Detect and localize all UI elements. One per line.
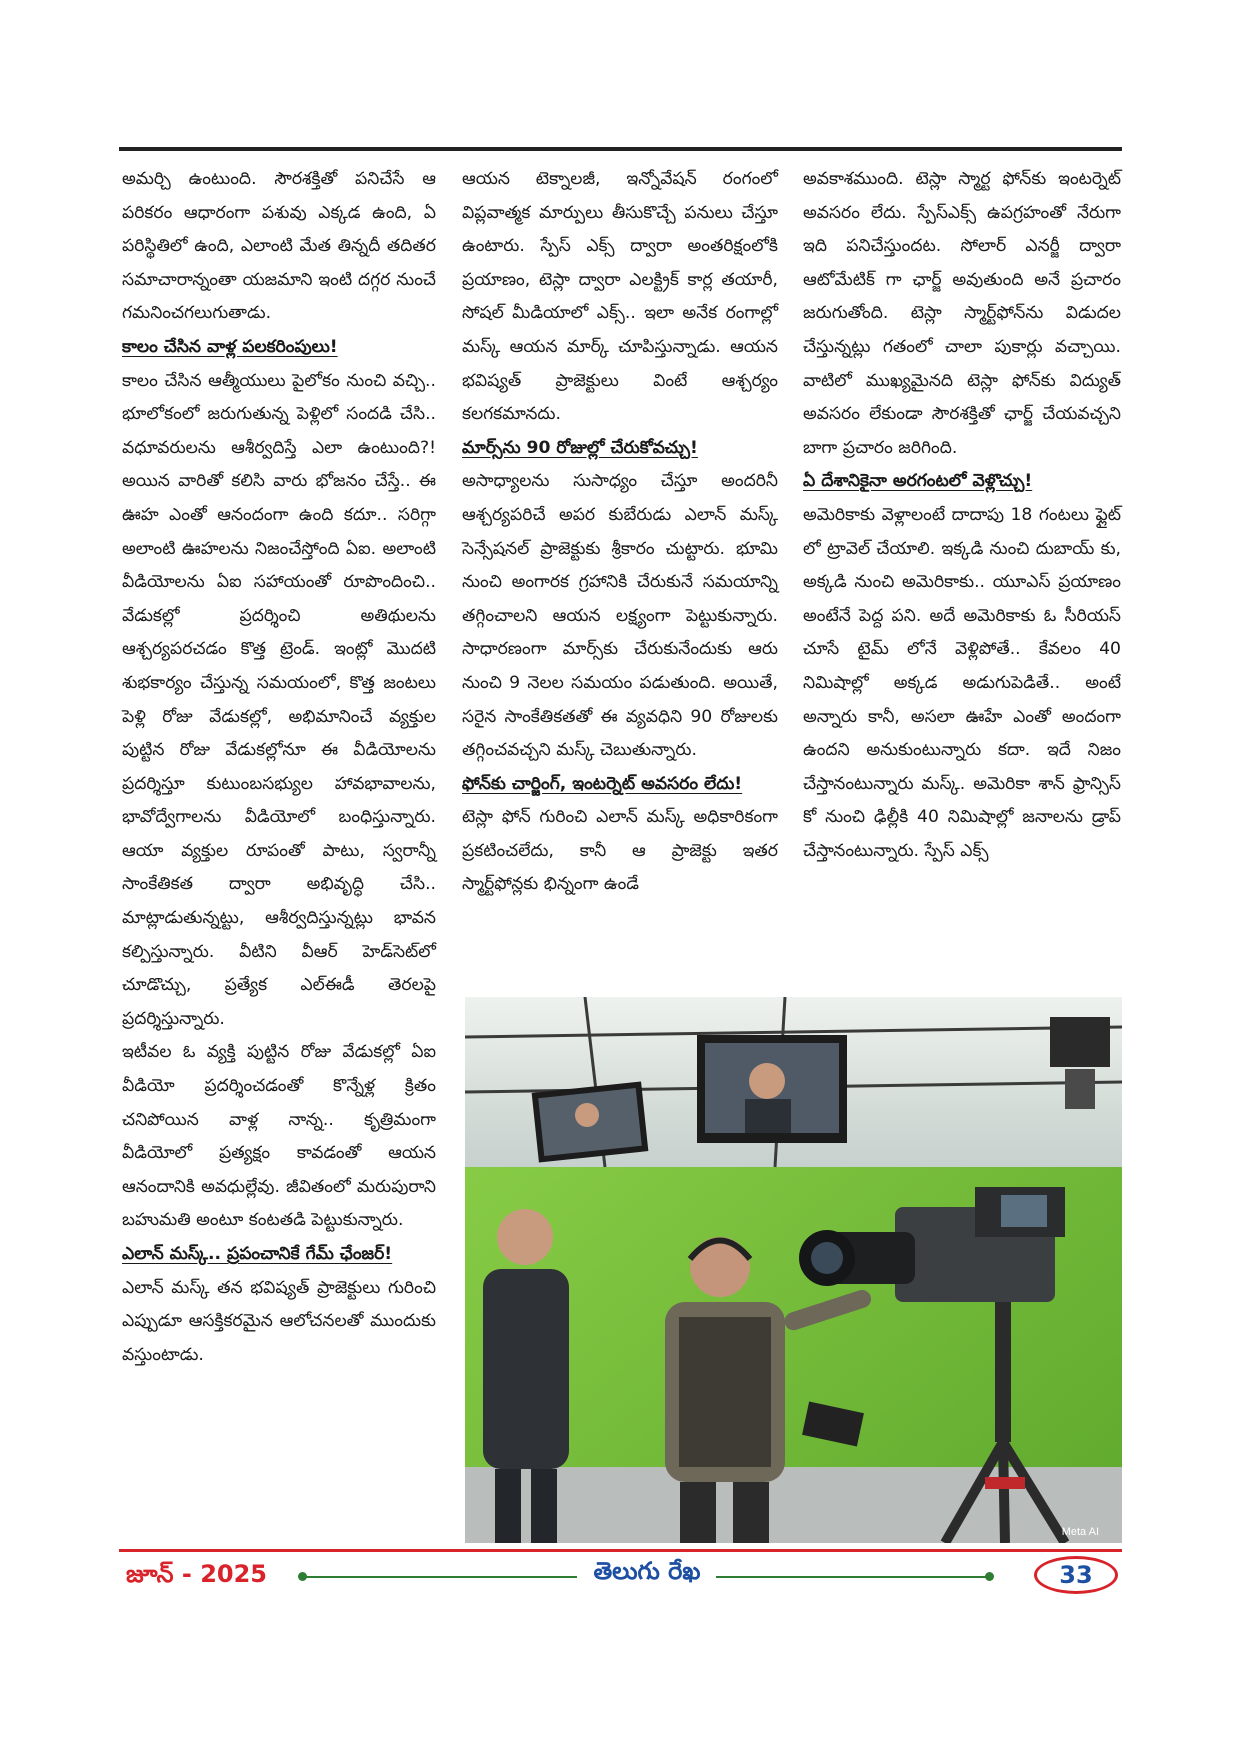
section-heading: కాలం చేసిన వాళ్ల పలకరింపులు! [122,336,338,357]
page-number: 33 [1034,1556,1118,1594]
paragraph: ఆయన టెక్నాలజీ, ఇన్నోవేషన్ రంగంలో విప్లవాత్మక మార్పులు తీసుకొచ్చే పనులు చేస్తూ ఉంటారు. స్పేస్ ఎక్స్ ద్వారా అంతరిక్షంలోకి ప్రయాణం, టెస్లా ద్వారా ఎలక్ట్రిక్ కార్ల తయారీ, సోషల్ మీడియాలో ఎక్స్.. ఇలా అనేక రంగాల్లో మస్క్ ఆయన మార్క్ చూపిస్తున్నాడు. ఆయన భవిష్యత్ ప్రాజెక్టులు వింటే ఆశ్చర్యం కలగకమానదు. [462,169,778,425]
studio-photo [465,997,1122,1543]
paragraph: అమెరికాకు వెళ్లాలంటే దాదాపు 18 గంటలు ఫ్లైట్ లో ట్రావెల్ చేయాలి. ఇక్కడి నుంచి దుబాయ్ కు, అక్కడి నుంచి అమెరికాకు.. యూఎస్ ప్రయాణం అంటేనే పెద్ద పని. అదే అమెరికాకు ఓ సీరియస్ చూసే టైమ్ లోనే వెళ్లిపోతే.. కేవలం 40 నిమిషాల్లో అక్కడ అడుగుపెడితే.. అంటే అన్నారు కానీ, అసలా ఊహే ఎంతో అందంగా ఉందని అనుకుంటున్నారు కదా. ఇదే నిజం చేస్తానంటున్నారు మస్క్. అమెరికా శాన్ ఫ్రాన్సిస్ కో నుంచి ఢిల్లీకి 40 నిమిషాల్లో జనాలను డ్రాప్ చేస్తానంటున్నారు. స్పేస్ ఎక్స్ [803,504,1121,861]
footer-ornament [985,1572,994,1581]
magazine-title: తెలుగు రేఖ [593,1557,701,1585]
article-column-1 [122,163,436,1372]
watermark: Meta AI [1061,1526,1099,1538]
paragraph: టెస్లా ఫోన్ గురించి ఎలాన్ మస్క్ అధికారికంగా ప్రకటించలేదు, కానీ ఆ ప్రాజెక్టు ఇతర స్మార్ట్‌ఫోన్లకు భిన్నంగా ఉండే [462,807,778,895]
section-heading: ఫోన్‌కు చార్జింగ్, ఇంటర్నెట్ అవసరం లేదు! [462,773,743,794]
article-column-2 [462,163,778,902]
footer-line-left [305,1576,577,1578]
monitor-small [532,1081,649,1162]
top-rule [119,147,1122,151]
paragraph: అవకాశముంది. టెస్లా స్మార్ట ఫోన్‌కు ఇంటర్నెట్ అవసరం లేదు. స్పేస్‌ఎక్స్ ఉపగ్రహంతో నేరుగా ఇది పనిచేస్తుందట. సోలార్ ఎనర్జీ ద్వారా ఆటోమేటిక్ గా ఛార్జ్ అవుతుంది అనే ప్రచారం జరుగుతోంది. టెస్లా స్మార్ట్‌ఫోన్‌ను విడుదల చేస్తున్నట్లు గతంలో చాలా పుకార్లు వచ్చాయి. వాటిలో ముఖ్యమైనది టెస్లా ఫోన్‌కు విద్యుత్ అవసరం లేకుండా సౌరశక్తితో ఛార్జ్ చేయవచ్చని బాగా ప్రచారం జరిగింది. [803,169,1121,458]
paragraph: కాలం చేసిన ఆత్మీయులు పైలోకం నుంచి వచ్చి.. భూలోకంలో జరుగుతున్న పెళ్లిలో సందడి చేసి.. వధూవరులను ఆశీర్వదిస్తే ఎలా ఉంటుంది?! అయిన వారితో కలిసి వారు భోజనం చేస్తే.. ఈ ఊహ ఎంతో ఆనందంగా ఉంది కదూ.. సరిగ్గా అలాంటి ఊహలను నిజంచేస్తోంది ఏఐ. అలాంటి వీడియోలను ఏఐ సహాయంతో రూపొందించి.. వేడుకల్లో ప్రదర్శించి అతిథులను ఆశ్చర్యపరచడం కొత్త ట్రెండ్. ఇంట్లో మొదటి శుభకార్యం చేస్తున్న సమయంలో, కొత్త జంటలు పెళ్లి రోజు వేడుకల్లో, అభిమానించే వ్యక్తుల పుట్టిన రోజు వేడుకల్లోనూ ఈ వీడియోలను ప్రదర్శిస్తూ కుటుంబసభ్యుల హావభావాలను, భావోద్వేగాలను వీడియోలో బంధిస్తున్నారు. ఆయా వ్యక్తుల రూపంతో పాటు, స్వరాన్నీ సాంకేతికత ద్వారా అభివృద్ధి చేసి.. మాట్లాడుతున్నట్టు, ఆశీర్వదిస్తున్నట్లు భావన కల్పిస్తున్నారు. వీటిని వీఆర్ హెడ్‌సెట్‌లో చూడొచ్చు, ప్రత్యేక ఎల్ఈడీ తెరలపై ప్రదర్శిస్తున్నారు. [122,370,436,1029]
footer-rule [119,1549,1122,1552]
paragraph: అసాధ్యాలను సుసాధ్యం చేస్తూ అందరినీ ఆశ్చర్యపరిచే అపర కుబేరుడు ఎలాన్ మస్క్ సెన్సేషనల్ ప్రాజెక్టుకు శ్రీకారం చుట్టారు. భూమి నుంచి అంగారక గ్రహానికి చేరుకునే సమయాన్ని తగ్గించాలని ఆయన లక్ష్యంగా పెట్టుకున్నారు. సాధారణంగా మార్స్‌కు చేరుకునేందుకు ఆరు నుంచి 9 నెలల సమయం పడుతుంది. అయితే, సరైన సాంకేతికతతో ఈ వ్యవధిని 90 రోజులకు తగ్గించవచ్చని మస్క్ చెబుతున్నారు. [462,471,778,761]
studio-illustration [465,997,1122,1543]
monitor-large [697,1035,847,1143]
paragraph: ఇటీవల ఓ వ్యక్తి పుట్టిన రోజు వేడుకల్లో ఏఐ వీడియో ప్రదర్శించడంతో కొన్నేళ్ల క్రితం చనిపోయిన వాళ్ల నాన్న.. కృత్రిమంగా వీడియోలో ప్రత్యక్షం కావడంతో ఆయన ఆనందానికి అవధుల్లేవు. జీవితంలో మరుపురాని బహుమతి అంటూ కంటతడి పెట్టుకున్నారు. [122,1042,436,1231]
footer-line-right [716,1576,988,1578]
paragraph: అమర్చి ఉంటుంది. సౌరశక్తితో పనిచేసే ఆ పరికరం ఆధారంగా పశువు ఎక్కడ ఉంది, ఏ పరిస్థితిలో ఉంది, ఎలాంటి మేత తిన్నదీ తదితర సమాచారాన్నంతా యజమాని ఇంటి దగ్గర నుంచే గమనించగలుగుతాడు. [122,169,436,324]
section-heading: ఎలాన్ మస్క్.. ప్రపంచానికే గేమ్ ఛేంజర్! [122,1244,393,1264]
article-column-3 [803,163,1121,868]
section-heading: ఏ దేశానికైనా అరగంటలో వెళ్లొచ్చు! [803,471,1033,492]
section-heading: మార్స్‌ను 90 రోజుల్లో చేరుకోవచ్చు! [462,437,698,458]
issue-date: జూన్ - 2025 [126,1560,267,1588]
paragraph: ఎలాన్ మస్క్ తన భవిష్యత్ ప్రాజెక్టులు గురించి ఎప్పుడూ ఆసక్తికరమైన ఆలోచనలతో ముందుకు వస్తుంటాడు. [122,1277,436,1365]
